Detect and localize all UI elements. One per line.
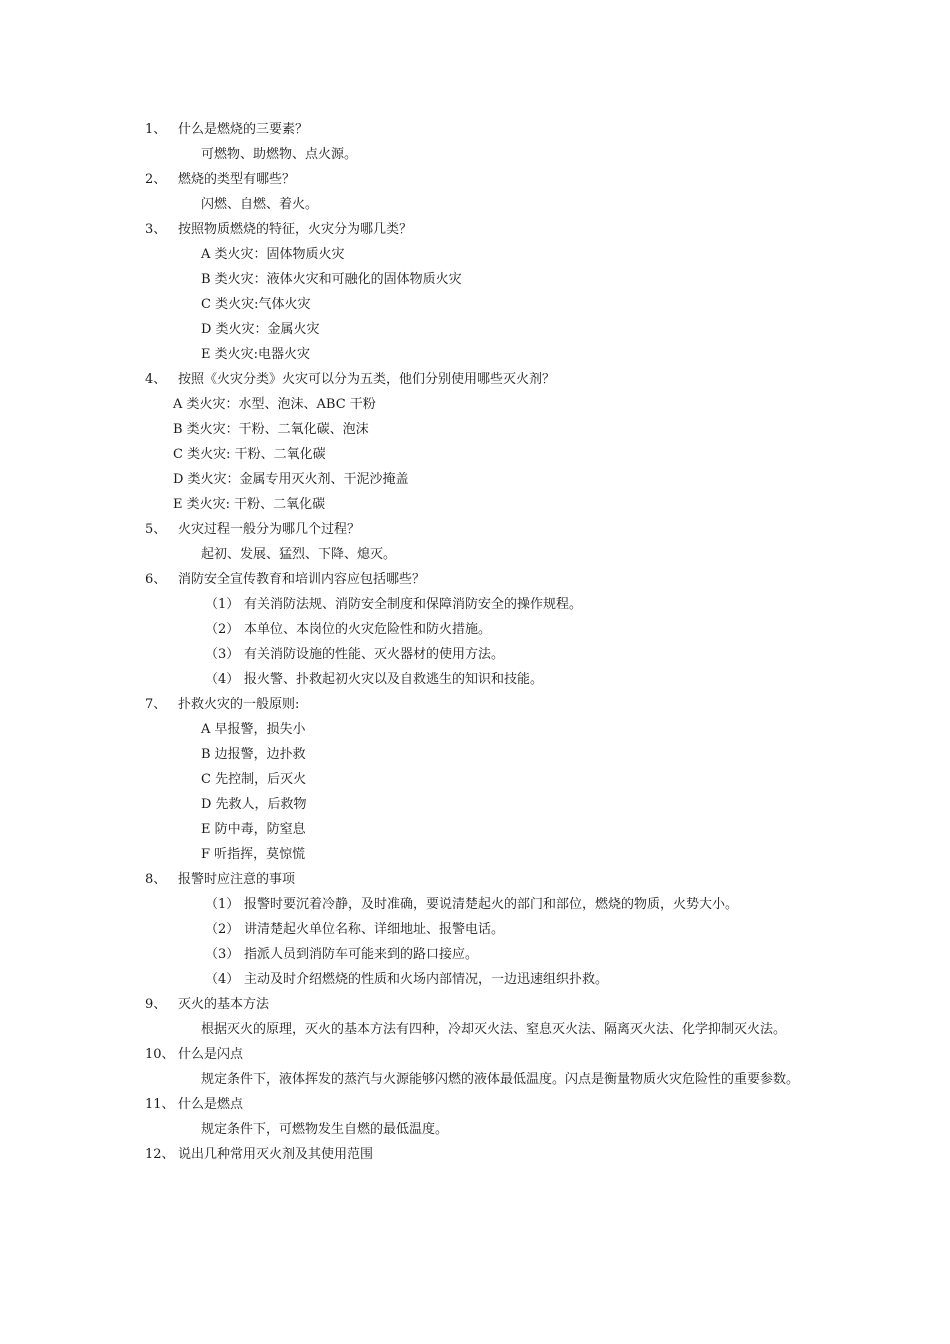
question-number: 5、	[145, 522, 167, 537]
question-number: 4、	[145, 372, 167, 387]
question-text: 报警时应注意的事项	[178, 872, 296, 887]
answer-point	[145, 667, 815, 692]
answer-line: A 早报警，损失小	[201, 722, 306, 737]
answer-point	[145, 617, 815, 642]
question-number: 1、	[145, 122, 167, 137]
question-number: 12、	[145, 1147, 175, 1162]
qa-list	[145, 117, 815, 1167]
answer-line: 闪燃、自燃、着火。	[201, 197, 319, 212]
question-text: 按照《火灾分类》火灾可以分为五类，他们分别使用哪些灭火剂？	[178, 372, 556, 387]
answer-line: B 类火灾：干粉、二氧化碳、泡沫	[173, 422, 369, 437]
answer-point	[145, 642, 815, 667]
question-text: 说出几种常用灭火剂及其使用范围	[178, 1147, 374, 1162]
question-text: 按照物质燃烧的特征，火灾分为哪几类？	[178, 222, 413, 237]
point-text: 有关消防法规、消防安全制度和保障消防安全的操作规程。	[244, 597, 583, 612]
question-text: 扑救火灾的一般原则:	[178, 697, 300, 712]
question-number: 8、	[145, 872, 167, 887]
answer-line: E 防中毒，防窒息	[201, 822, 306, 837]
question-line	[145, 992, 815, 1017]
answer-line: 可燃物、助燃物、点火源。	[201, 147, 358, 162]
question-line	[145, 1142, 815, 1167]
question-text: 燃烧的类型有哪些？	[178, 172, 296, 187]
question-text: 灭火的基本方法	[178, 997, 270, 1012]
point-number: （1）	[205, 597, 240, 612]
question-number: 3、	[145, 222, 167, 237]
answer-line: A 类火灾：水型、泡沫、ABC 干粉	[173, 397, 376, 412]
question-text: 什么是燃烧的三要素？	[178, 122, 309, 137]
question-line	[145, 517, 815, 542]
answer-paragraph: 规定条件下，液体挥发的蒸汽与火源能够闪燃的液体最低温度。闪点是衡量物质火灾危险性的重要参数。	[201, 1072, 800, 1087]
point-number: （4）	[205, 672, 240, 687]
question-line	[145, 1042, 815, 1067]
question-line	[145, 217, 815, 242]
question-line	[145, 367, 815, 392]
point-text: 讲清楚起火单位名称、详细地址、报警电话。	[244, 922, 505, 937]
answer-line: B 类火灾：液体火灾和可融化的固体物质火灾	[201, 272, 462, 287]
point-number: （2）	[205, 922, 240, 937]
question-number: 6、	[145, 572, 167, 587]
point-number: （3）	[205, 947, 240, 962]
question-text: 消防安全宣传教育和培训内容应包括哪些？	[178, 572, 426, 587]
question-line	[145, 692, 815, 717]
question-line	[145, 867, 815, 892]
answer-line: A 类火灾：固体物质火灾	[201, 247, 345, 262]
answer-line: D 类火灾：金属专用灭火剂、干泥沙掩盖	[173, 472, 409, 487]
point-number: （3）	[205, 647, 240, 662]
point-number: （4）	[205, 972, 240, 987]
question-line	[145, 167, 815, 192]
question-text: 什么是燃点	[178, 1097, 244, 1112]
answer-line: E 类火灾:电器火灾	[201, 347, 311, 362]
answer-point	[145, 942, 815, 967]
answer-line: C 类火灾: 干粉、二氧化碳	[173, 447, 326, 462]
answer-point	[145, 967, 815, 992]
question-text: 火灾过程一般分为哪几个过程？	[178, 522, 361, 537]
answer-line: 规定条件下，可燃物发生自燃的最低温度。	[201, 1122, 449, 1137]
point-text: 主动及时介绍燃烧的性质和火场内部情况，一边迅速组织扑救。	[244, 972, 609, 987]
answer-line: D 先救人，后救物	[201, 797, 307, 812]
point-text: 指派人员到消防车可能来到的路口接应。	[244, 947, 479, 962]
answer-point	[145, 892, 815, 917]
question-number: 9、	[145, 997, 167, 1012]
question-number: 11、	[145, 1097, 175, 1112]
answer-point	[145, 917, 815, 942]
question-number: 2、	[145, 172, 167, 187]
question-number: 7、	[145, 697, 167, 712]
answer-paragraph: 根据灭火的原理，灭火的基本方法有四种，冷却灭火法、窒息灭火法、隔离灭火法、化学抑制灭火法。	[201, 1022, 787, 1037]
point-text: 本单位、本岗位的火灾危险性和防火措施。	[244, 622, 492, 637]
point-text: 报警时要沉着冷静，及时准确，要说清楚起火的部门和部位，燃烧的物质，火势大小。	[244, 897, 739, 912]
question-text: 什么是闪点	[178, 1047, 244, 1062]
point-text: 报火警、扑救起初火灾以及自救逃生的知识和技能。	[244, 672, 544, 687]
answer-line: E 类火灾: 干粉、二氧化碳	[173, 497, 326, 512]
answer-line: F 听指挥，莫惊慌	[201, 847, 306, 862]
question-line	[145, 567, 815, 592]
answer-line: 起初、发展、猛烈、下降、熄灭。	[201, 547, 397, 562]
question-line	[145, 117, 815, 142]
answer-line: C 类火灾:气体火灾	[201, 297, 311, 312]
answer-line: C 先控制，后灭火	[201, 772, 307, 787]
answer-line: D 类火灾：金属火灾	[201, 322, 320, 337]
answer-line: B 边报警，边扑救	[201, 747, 306, 762]
question-number: 10、	[145, 1047, 175, 1062]
question-line	[145, 1092, 815, 1117]
point-number: （2）	[205, 622, 240, 637]
point-number: （1）	[205, 897, 240, 912]
point-text: 有关消防设施的性能、灭火器材的使用方法。	[244, 647, 505, 662]
answer-point	[145, 592, 815, 617]
